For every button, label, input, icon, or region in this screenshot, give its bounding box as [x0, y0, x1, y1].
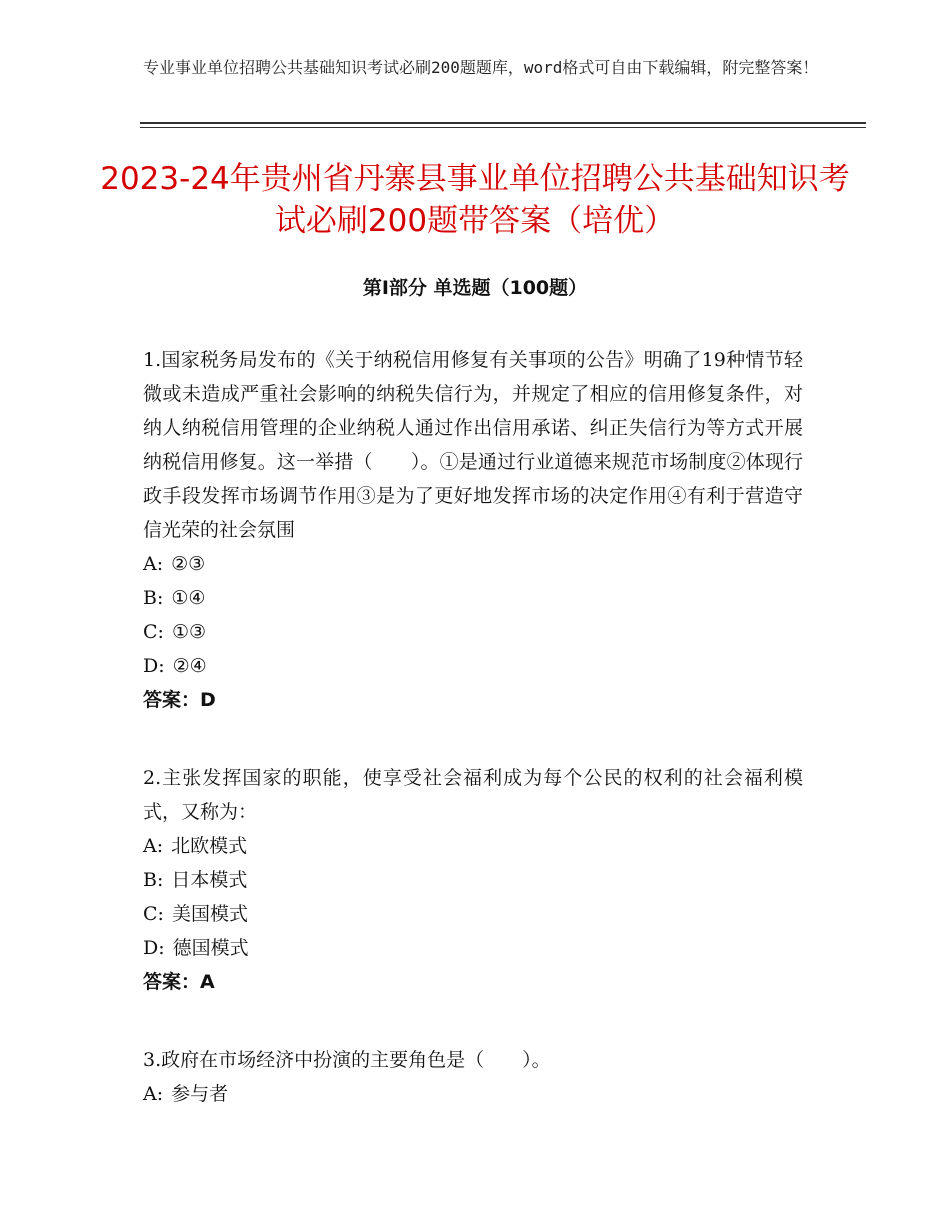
option-key: C: [143, 903, 164, 925]
option-b [143, 581, 803, 615]
question-2 [143, 761, 803, 999]
header-rule-thick [140, 122, 866, 124]
question-text: 2.主张发挥国家的职能，使享受社会福利成为每个公民的权利的社会福利模式，又称为： [143, 767, 803, 823]
option-c [143, 615, 803, 649]
option-a [143, 547, 803, 581]
answer-prefix: 答案： [143, 971, 201, 993]
option-key: A: [143, 553, 164, 575]
option-text: ①③ [171, 621, 207, 643]
answer-value: A [200, 971, 215, 993]
question-list [143, 343, 803, 1155]
question-1 [143, 343, 803, 717]
answer-value: D [200, 689, 216, 711]
option-b [143, 863, 803, 897]
option-text: 日本模式 [171, 869, 248, 891]
option-key: B: [143, 587, 164, 609]
question-text: 3.政府在市场经济中扮演的主要角色是（ ）。 [143, 1049, 551, 1071]
option-text: 美国模式 [171, 903, 248, 925]
header-rule-thin [140, 127, 866, 128]
answer-prefix: 答案： [143, 689, 201, 711]
question-3 [143, 1043, 803, 1111]
question-text: 1.国家税务局发布的《关于纳税信用修复有关事项的公告》明确了19种情节轻微或未造成严重社会影响的纳税失信行为，并规定了相应的信用修复条件，对纳人纳税信用管理的企业纳税人通过作出信用承诺、纠正失信行为等方式开展纳税信用修复。这一举措（ ）。①是通过行业道德来规范市场制度②体现行政手段发挥市场调节作用③是为了更好地发挥市场的决定作用④有利于营造守信光荣的社会氛围 [143, 349, 803, 541]
option-text: 德国模式 [172, 937, 249, 959]
option-text: ②③ [171, 553, 206, 575]
option-a [143, 1077, 803, 1111]
option-d [143, 931, 803, 965]
option-d [143, 649, 803, 683]
section-heading: 第Ⅰ部分 单选题（100题） [362, 277, 588, 299]
option-text: 北欧模式 [171, 835, 248, 857]
option-a [143, 829, 803, 863]
option-key: C: [143, 621, 164, 643]
option-text: 参与者 [171, 1083, 229, 1105]
option-text: ②④ [172, 655, 207, 677]
header-note: 专业事业单位招聘公共基础知识考试必刷200题题库，word格式可自由下载编辑，附完整答案！ [143, 58, 819, 77]
option-key: A: [143, 835, 164, 857]
option-key: D: [143, 655, 165, 677]
answer-line [143, 965, 803, 999]
option-text: ①④ [171, 587, 206, 609]
option-key: B: [143, 869, 164, 891]
option-c [143, 897, 803, 931]
option-key: D: [143, 937, 165, 959]
document-title: 2023-24年贵州省丹寨县事业单位招聘公共基础知识考试必刷200题带答案（培优） [100, 161, 850, 239]
option-key: A: [143, 1083, 164, 1105]
answer-line [143, 683, 803, 717]
